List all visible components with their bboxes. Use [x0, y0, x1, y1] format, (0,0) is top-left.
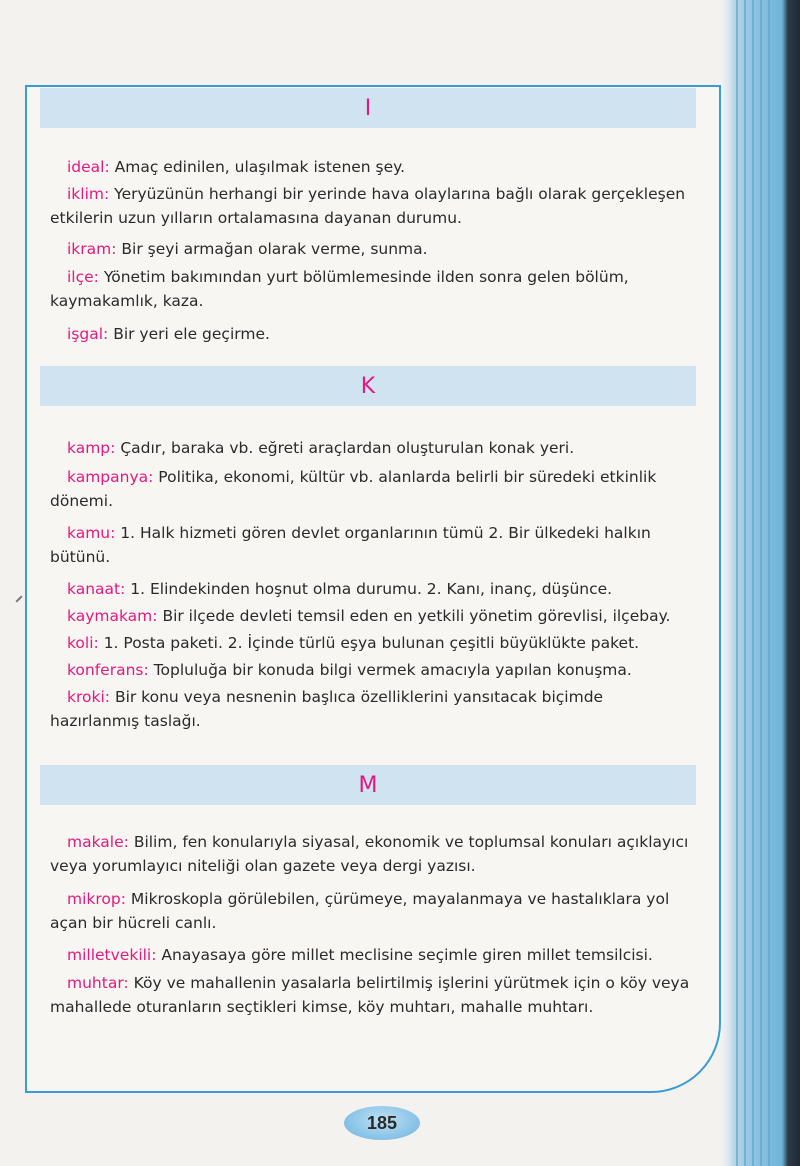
entry-term: iklim:: [67, 185, 110, 203]
entry-ideal: [50, 155, 694, 179]
entry-mikrop: [50, 887, 694, 935]
entry-kampanya: [50, 465, 694, 513]
entry-term: ikram:: [67, 240, 117, 258]
entry-kamu: [50, 521, 694, 569]
entry-term: koli:: [67, 634, 99, 652]
entry-term: mikrop:: [67, 890, 126, 908]
letter-heading: I: [364, 95, 372, 121]
entry-kanaat: [50, 577, 694, 601]
entry-koli: [50, 631, 694, 655]
letter-header-i: [40, 88, 696, 128]
entry-term: kampanya:: [67, 468, 154, 486]
entry-definition: Mikroskopla görülebilen, çürümeye, mayalanmaya ve hastalıklara yol açan bir hücreli canlı.: [50, 890, 670, 932]
entry-definition: Bir yeri ele geçirme.: [113, 325, 270, 343]
entry-term: kaymakam:: [67, 607, 158, 625]
entry-term: makale:: [67, 833, 129, 851]
entry-term: muhtar:: [67, 974, 129, 992]
entry-definition: Yeryüzünün herhangi bir yerinde hava olaylarına bağlı olarak gerçekleşen etkilerin uzun yılların ortalamasına dayanan durumu.: [50, 185, 686, 227]
entry-definition: Anayasaya göre millet meclisine seçimle giren millet temsilcisi.: [161, 946, 653, 964]
entry-definition: Bir ilçede devleti temsil eden en yetkili yönetim görevlisi, ilçebay.: [162, 607, 671, 625]
entry-konferans: [50, 658, 694, 682]
entry-muhtar: [50, 971, 694, 1019]
entry-iklim: [50, 182, 694, 230]
entry-makale: [50, 830, 694, 878]
entry-definition: 1. Posta paketi. 2. İçinde türlü eşya bulunan çeşitli büyüklükte paket.: [103, 634, 640, 652]
letter-heading: K: [360, 373, 376, 399]
entry-term: kamp:: [67, 439, 116, 457]
entry-definition: Bilim, fen konularıyla siyasal, ekonomik ve toplumsal konuları açıklayıcı veya yorumlayıcı niteliği olan gazete veya dergi yazısı.: [50, 833, 689, 875]
entry-term: ideal:: [67, 158, 110, 176]
entry-definition: Köy ve mahallenin yasalarla belirtilmiş işlerini yürütmek için o köy veya mahallede oturanların seçtikleri kimse, köy muhtarı, mahalle muhtarı.: [50, 974, 690, 1016]
entry-term: ilçe:: [67, 268, 99, 286]
letter-header-m: [40, 765, 696, 805]
letter-heading: M: [358, 772, 378, 798]
entry-kaymakam: [50, 604, 694, 628]
page-number: 185: [366, 1112, 398, 1133]
letter-header-k: [40, 366, 696, 406]
entry-definition: 1. Halk hizmeti gören devlet organlarının tümü 2. Bir ülkedeki halkın bütünü.: [50, 524, 651, 566]
entry-definition: Politika, ekonomi, kültür vb. alanlarda belirli bir süredeki etkinlik dönemi.: [50, 468, 657, 510]
entry-definition: 1. Elindekinden hoşnut olma durumu. 2. Kanı, inanç, düşünce.: [130, 580, 613, 598]
entry-definition: Bir şeyi armağan olarak verme, sunma.: [121, 240, 428, 258]
entry-term: kroki:: [67, 688, 110, 706]
book-spine-edge: [722, 0, 800, 1166]
entry-term: kanaat:: [67, 580, 126, 598]
entry-isgal: [50, 322, 694, 346]
entry-ilce: [50, 265, 694, 313]
entry-term: milletvekili:: [67, 946, 157, 964]
entry-definition: Bir konu veya nesnenin başlıca özelliklerini yansıtacak biçimde hazırlanmış taslağı.: [50, 688, 604, 730]
entry-term: konferans:: [67, 661, 149, 679]
entry-definition: Çadır, baraka vb. eğreti araçlardan oluşturulan konak yeri.: [120, 439, 575, 457]
entry-kamp: [50, 436, 694, 460]
entry-definition: Amaç edinilen, ulaşılmak istenen şey.: [114, 158, 406, 176]
entry-milletvekili: [50, 943, 694, 967]
page-number-badge: [344, 1106, 420, 1140]
entry-definition: Yönetim bakımından yurt bölümlemesinde ilden sonra gelen bölüm, kaymakamlık, kaza.: [50, 268, 629, 310]
pencil-mark: [15, 595, 22, 602]
entry-definition: Topluluğa bir konuda bilgi vermek amacıyla yapılan konuşma.: [153, 661, 632, 679]
entry-kroki: [50, 685, 694, 733]
entry-ikram: [50, 237, 694, 261]
entry-term: kamu:: [67, 524, 116, 542]
entry-term: işgal:: [67, 325, 109, 343]
